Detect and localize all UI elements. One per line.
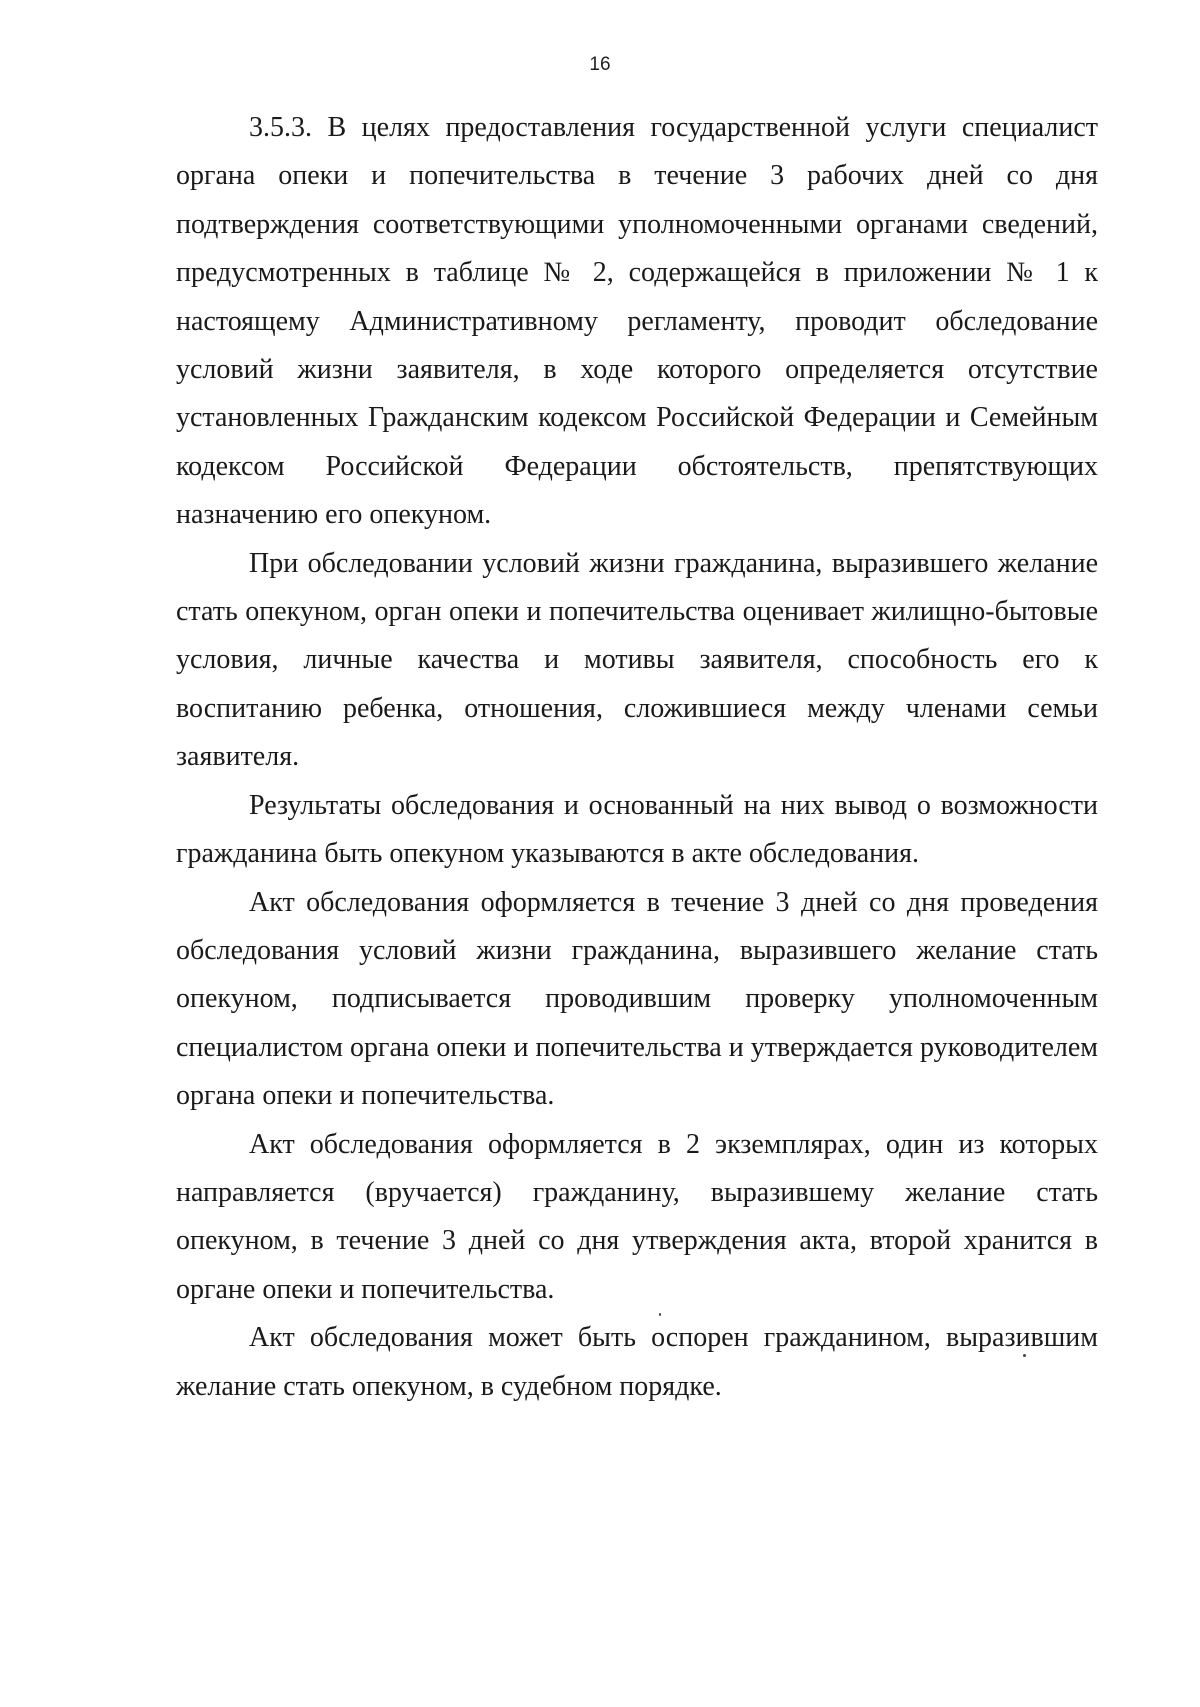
paragraph-act-drafting: Акт обследования оформляется в течение 3 дней со дня проведения обследования условий жизни гражданина, выразившего желание стать опекуном, подписывается проводившим проверку уполномоченным специалистом органа опеки и попечительства и утверждается руководителем органа опеки и попечительства.: [176, 886, 1098, 1112]
paragraph-living-conditions: При обследовании условий жизни гражданина, выразившего желание стать опекуном, орган опеки и попечительства оценивает жилищно-бытовые условия, личные качества и мотивы заявителя, способность его к воспитанию ребенка, отношения, сложившиеся между членами семьи заявителя.: [176, 547, 1098, 773]
paragraph-act-appeal: Акт обследования может быть оспорен гражданином, выразившим желание стать опекуном, в судебном порядке.: [176, 1322, 1098, 1402]
paragraph-3-5-3: 3.5.3. В целях предоставления государственной услуги специалист органа опеки и попечительства в течение 3 рабочих дней со дня подтверждения соответствующими уполномоченными органами сведений, предусмотренных в таблице № 2, содержащейся в приложении № 1 к настоящему Административному регламенту, проводит обследование условий жизни заявителя, в ходе которого определяется отсутствие установленных Гражданским кодексом Российской Федерации и Семейным кодексом Российской Федерации обстоятельств, препятствующих назначению его опекуном.: [176, 112, 1098, 531]
scan-speck: [1023, 1354, 1026, 1357]
page-number: 16: [589, 54, 611, 75]
paragraph-act-copies: Акт обследования оформляется в 2 экземплярах, один из которых направляется (вручается) гражданину, выразившему желание стать опекуном, в течение 3 дней со дня утверждения акта, второй хранится в органе опеки и попечительства.: [176, 1128, 1098, 1305]
document-body: [176, 104, 1098, 1411]
paragraph-results: Результаты обследования и основанный на них вывод о возможности гражданина быть опекуном указываются в акте обследования.: [176, 789, 1098, 870]
scan-speck: [659, 1313, 661, 1316]
